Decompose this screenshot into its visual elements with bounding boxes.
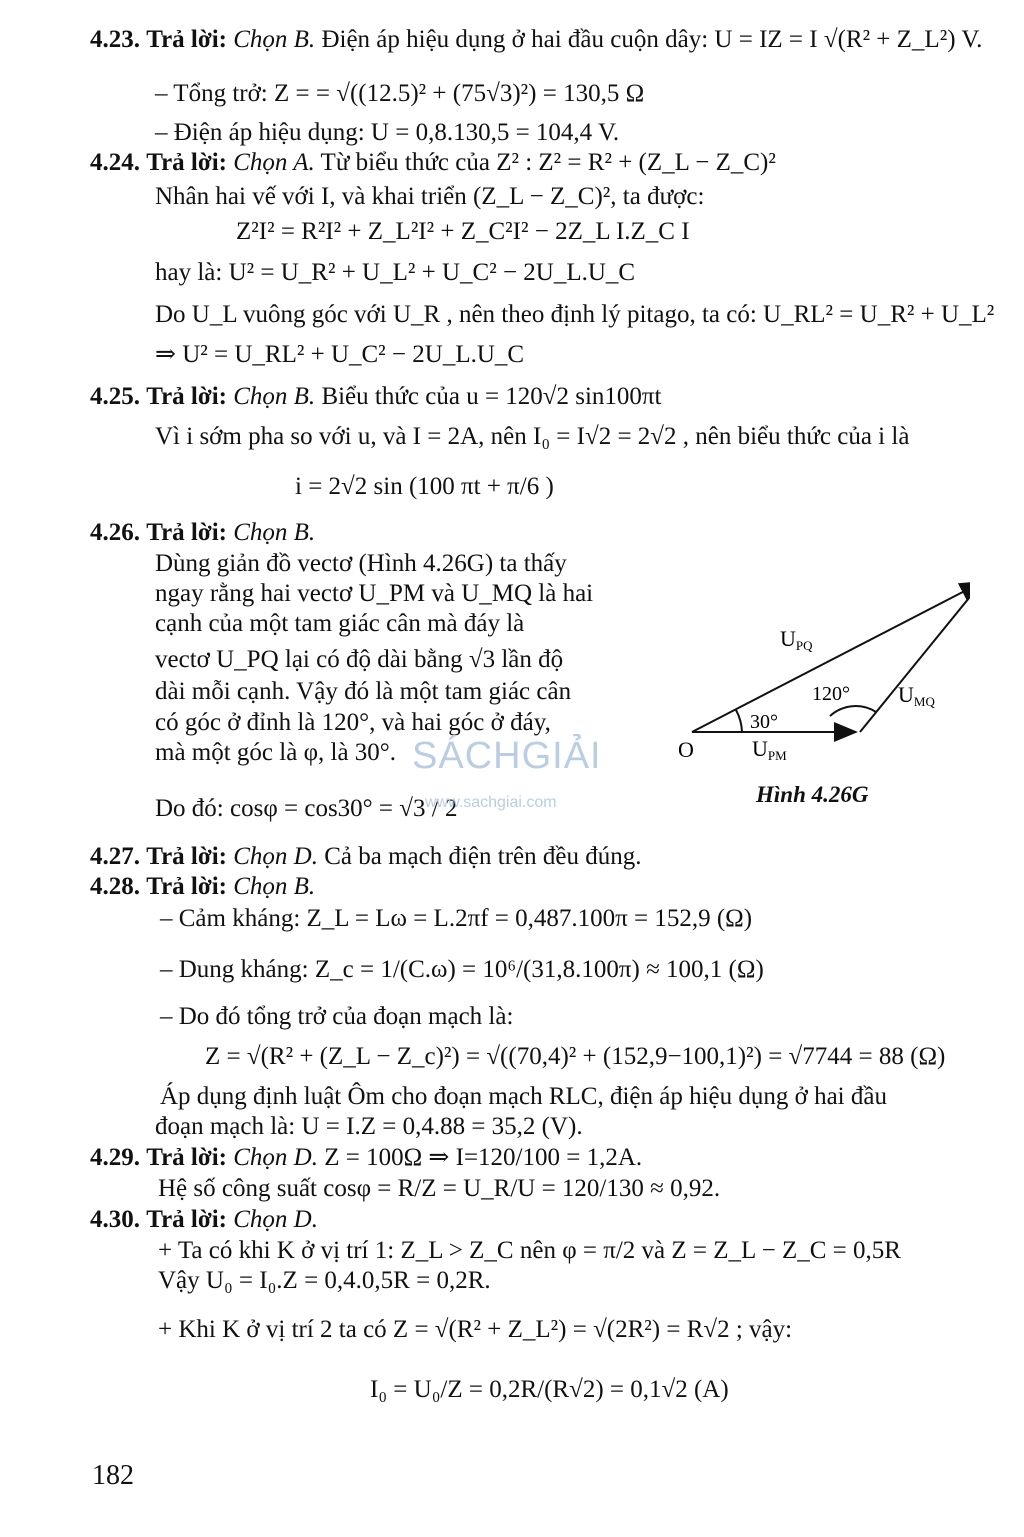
item-4-27: [90, 842, 641, 872]
line-424-a: Nhân hai vế với I, và khai triển (Z_L − Z_C)², ta được:: [155, 183, 705, 210]
vector-umq: [860, 582, 970, 732]
line-428-f: đoạn mạch là: U = I.Z = 0,4.88 = 35,2 (V).: [155, 1113, 583, 1140]
answer-label: Trả lời:: [146, 26, 227, 53]
answer-choice: Chọn D.: [233, 1206, 318, 1233]
equation-424-c: hay là: U² = U_R² + U_L² + U_C² − 2U_L.U_C: [155, 259, 636, 286]
line-430-c: + Khi K ở vị trí 2 ta có Z = √(R² + Z_L²) = √(2R²) = R√2 ; vậy:: [158, 1316, 793, 1343]
angle-arc-30: [736, 710, 742, 732]
item-number: 4.26.: [90, 519, 140, 546]
vector-upq: [692, 582, 970, 732]
item-number: 4.23.: [90, 26, 140, 53]
item-number: 4.30.: [90, 1206, 140, 1233]
answer-text: Điện áp hiệu dụng ở hai đầu cuộn dây: U = IZ = I √(R² + Z_L²) V.: [321, 26, 983, 53]
item-4-26: [90, 518, 315, 548]
equation-430-d: I₀ = U₀/Z = 0,2R/(R√2) = 0,1√2 (A): [370, 1376, 729, 1403]
line-424-d: Do U_L vuông góc với U_R , nên theo định lý pitago, ta có: U_RL² = U_R² + U_L²: [155, 301, 995, 328]
answer-label: Trả lời:: [146, 843, 227, 870]
line-430-a: + Ta có khi K ở vị trí 1: Z_L > Z_C nên φ = π/2 và Z = Z_L − Z_C = 0,5R: [158, 1237, 901, 1264]
item-number: 4.28.: [90, 873, 140, 900]
item-number: 4.27.: [90, 843, 140, 870]
equation-426-cos: Do đó: cosφ = cos30° = √3 / 2: [155, 795, 458, 822]
label-upq: UPQ: [780, 626, 813, 653]
para-426-5: dài mỗi cạnh. Vậy đó là một tam giác cân: [155, 678, 572, 705]
figure-caption: Hình 4.26G: [756, 782, 869, 807]
answer-text: Biểu thức của u = 120√2 sin100πt: [321, 383, 662, 410]
line-428-c: – Do đó tổng trở của đoạn mạch là:: [160, 1003, 514, 1030]
answer-label: Trả lời:: [146, 873, 227, 900]
label-angle-120: 120°: [812, 683, 850, 705]
line-impedance: [155, 79, 644, 109]
watermark-logo: SÁCHGIẢI: [412, 735, 602, 777]
answer-label: Trả lời:: [146, 1144, 227, 1171]
line-428-a: – Cảm kháng: Z_L = Lω = L.2πf = 0,487.100π = 152,9 (Ω): [160, 905, 753, 932]
para-426-6: có góc ở đỉnh là 120°, và hai góc ở đáy,: [155, 709, 551, 736]
para-426-3: cạnh của một tam giác cân mà đáy là: [155, 610, 525, 637]
answer-label: Trả lời:: [146, 1206, 227, 1233]
item-4-24: [90, 148, 776, 178]
vector-diagram: [670, 570, 970, 780]
para-426-4: vectơ U_PQ lại có độ dài bằng √3 lần độ: [155, 646, 564, 673]
answer-choice: Chọn B.: [233, 519, 316, 546]
equation-428-d: Z = √(R² + (Z_L − Z_c)²) = √((70,4)² + (152,9−100,1)²) = √7744 = 88 (Ω): [205, 1043, 946, 1070]
answer-choice: Chọn A.: [233, 149, 315, 176]
answer-label: Trả lời:: [146, 383, 227, 410]
answer-choice: Chọn D.: [233, 843, 318, 870]
line-429-a: Hệ số công suất cosφ = R/Z = U_R/U = 120/130 ≈ 0,92.: [158, 1175, 721, 1202]
answer-label: Trả lời:: [146, 149, 227, 176]
item-4-23: [90, 25, 982, 55]
para-426-7: mà một góc là φ, là 30°.: [155, 739, 397, 766]
item-4-30: [90, 1205, 318, 1235]
answer-choice: Chọn B.: [233, 873, 316, 900]
answer-text: Từ biểu thức của Z² : Z² = R² + (Z_L − Z_C)²: [320, 149, 776, 176]
label-origin: O: [678, 737, 694, 762]
item-4-28: [90, 872, 315, 902]
answer-choice: Chọn B.: [233, 383, 316, 410]
answer-text: Cả ba mạch điện trên đều đúng.: [324, 843, 642, 870]
item-number: 4.29.: [90, 1144, 140, 1171]
item-4-25: [90, 382, 662, 412]
equation-424-b: Z²I² = R²I² + Z_L²I² + Z_C²I² − 2Z_L I.Z_C I: [236, 218, 690, 245]
angle-arc-120: [830, 706, 876, 716]
watermark-url: www.sachgiai.com: [425, 794, 557, 811]
label-umq: UMQ: [898, 682, 935, 709]
para-426-1: Dùng giản đồ vectơ (Hình 4.26G) ta thấy: [155, 550, 567, 577]
line-voltage: – Điện áp hiệu dụng: U = 0,8.130,5 = 104,4 V.: [155, 119, 620, 146]
item-number: 4.25.: [90, 383, 140, 410]
line-428-e: Áp dụng định luật Ôm cho đoạn mạch RLC, điện áp hiệu dụng ở hai đầu: [160, 1083, 887, 1110]
answer-label: Trả lời:: [146, 519, 227, 546]
para-426-2: ngay rằng hai vectơ U_PM và U_MQ là hai: [155, 580, 594, 607]
label-angle-30: 30°: [750, 711, 778, 733]
line-425-a: Vì i sớm pha so với u, và I = 2A, nên I₀ = I√2 = 2√2 , nên biểu thức của i là: [155, 423, 910, 450]
item-4-29: [90, 1143, 642, 1173]
line-430-b: Vậy U₀ = I₀.Z = 0,4.0,5R = 0,2R.: [158, 1267, 491, 1294]
answer-choice: Chọn B.: [233, 26, 316, 53]
impedance-label: – Tổng trở: Z =: [155, 80, 310, 107]
item-number: 4.24.: [90, 149, 140, 176]
label-upm: UPM: [752, 736, 787, 763]
equation-425-b: i = 2√2 sin (100 πt + π/6 ): [295, 473, 554, 500]
answer-choice: Chọn D.: [233, 1144, 318, 1171]
impedance-expr: = √((12.5)² + (75√3)²) = 130,5 Ω: [315, 80, 645, 107]
page-number: 182: [92, 1460, 134, 1491]
equation-424-e: ⇒ U² = U_RL² + U_C² − 2U_L.U_C: [155, 341, 525, 368]
answer-text: Z = 100Ω ⇒ I=120/100 = 1,2A.: [324, 1144, 643, 1171]
line-428-b: – Dung kháng: Z_c = 1/(C.ω) = 10⁶/(31,8.100π) ≈ 100,1 (Ω): [160, 956, 764, 983]
